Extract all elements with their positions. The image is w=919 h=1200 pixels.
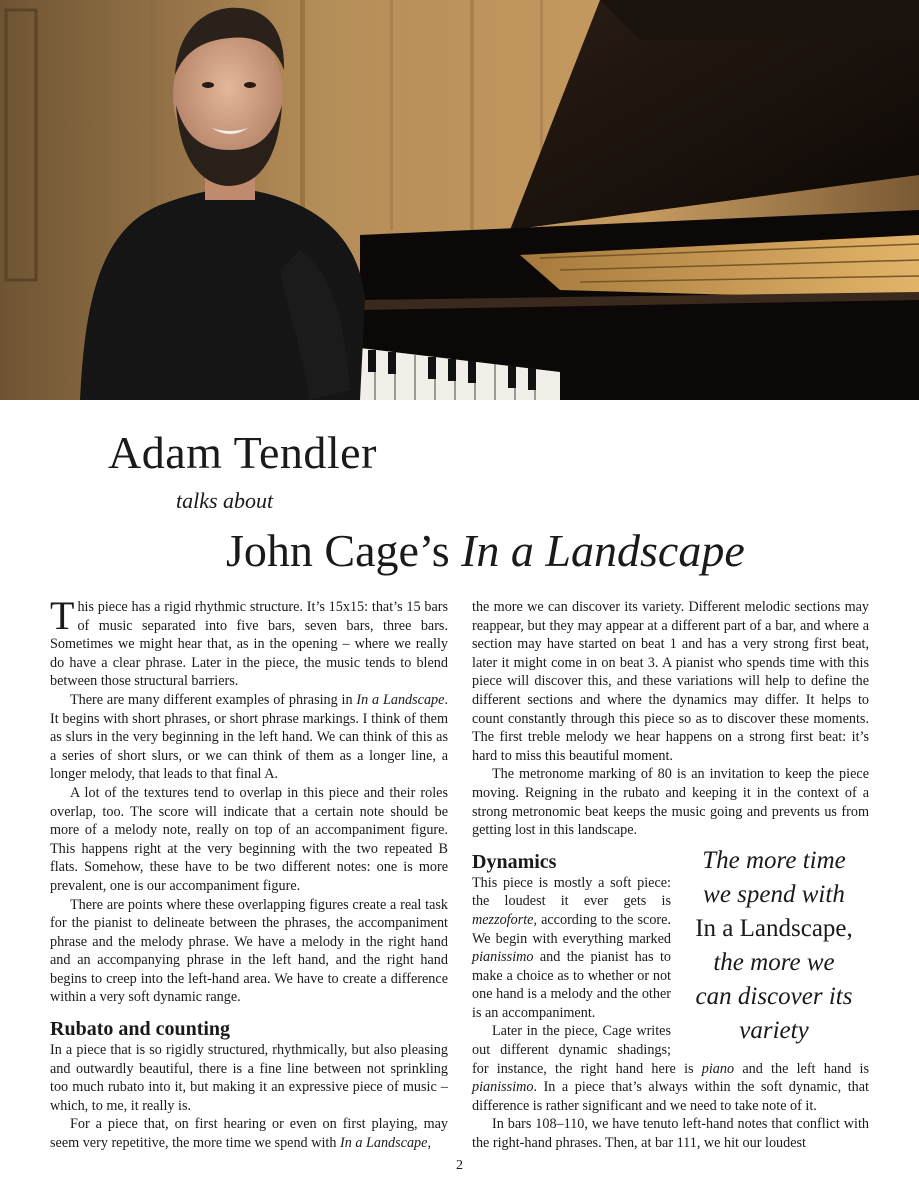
right-column xyxy=(472,598,869,1153)
paragraph: For a piece that, on first hearing or even on first playing, may seem very repetitive, the more time we spend with In a Landscape, xyxy=(50,1116,448,1152)
paragraph: The metronome marking of 80 is an invitation to keep the piece moving. Reigning in the rubato and keeping it in the context of a strong metronomic beat keeps the music going and prevents us from getting lost in this landscape. xyxy=(472,766,869,839)
pianist-photo xyxy=(0,0,919,400)
author-name: Adam Tendler xyxy=(108,427,377,478)
paragraph: Later in the piece, Cage writes out different dynamic shadings; for instance, the right hand here is piano and the left hand is pianissimo. In a piece that’s always within the soft dynamic, that difference is rather significant and we need to take note of it. xyxy=(472,1023,870,1114)
paragraph: A lot of the textures tend to overlap in this piece and their roles overlap, too. The score will indicate that a certain note should be more of a melody note, really on top of an accompaniment figure. This happens right at the very beginning with the two repeated B flats. Somehow, these have to be two different notes: one is more prevalent, one is our accompaniment figure. xyxy=(50,784,448,894)
subtitle-talks-about: talks about xyxy=(176,488,274,513)
paragraph: This piece has a rigid rhythmic structure. It’s 15x15: that’s 15 bars of music separated into five bars, seven bars, three bars. Sometimes we might hear that, as in the opening – where we really do have a clear phrase. Later in the piece, the music tends to blend between those structural barriers. xyxy=(50,593,448,690)
paragraph: the more we can discover its variety. Different melodic sections may reappear, but they may appear at a different part of a bar, and where a section may have started on beat 1 and has a very strong first beat, later it might come in on beat 3. A pianist who spends time with this piece will discover this, and these variations will help to define the different sections and where the dynamics may differ. It helps to count constantly through this piece so as to discover these moments. The first treble melody we hear happens on a strong first beat: it’s hard to miss this beautiful moment. xyxy=(472,599,869,764)
article-title xyxy=(226,524,745,577)
hero-photo xyxy=(0,0,919,400)
paragraph: In bars 108–110, we have tenuto left-hand notes that conflict with the right-hand phrases. Then, at bar 111, we hit our loudest xyxy=(472,1116,869,1152)
paragraph: This piece is mostly a soft piece: the loudest it ever gets is mezzoforte, according to the score. We begin with everything marked pianissimo and the pianist has to make a choice as to whether or not one hand is a melody and the other is an accompaniment. xyxy=(472,874,671,1021)
page-number: 2 xyxy=(456,1158,463,1173)
left-column xyxy=(50,593,448,1153)
paragraph: There are points where these overlapping figures create a real task for the pianist to delineate between the phrases, the accompaniment phrase and the melody phrase. We have a melody in the right hand and an accompanying phrase in the left hand, and the right hand begins to creep into the left-hand area. We have to create a difference within a very soft dynamic range. xyxy=(50,896,448,1006)
pull-quote: The more time we spend with In a Landscape, the more we can discover its variety xyxy=(695,846,853,1044)
section-heading-rubato: Rubato and counting xyxy=(50,1018,231,1041)
paragraph: In a piece that is so rigidly structured, rhythmically, but also pleasing and outwardly beautiful, there is a fine line between not sprinkling too much rubato into it, but making it an expressive piece of music – which, to me, it really is. xyxy=(50,1042,448,1114)
title-plain: John Cage’s xyxy=(226,525,462,576)
section-heading-dynamics: Dynamics xyxy=(472,850,557,873)
drop-cap: T xyxy=(50,593,75,638)
paragraph: There are many different examples of phrasing in In a Landscape. It begins with short phrases, or short phrase markings. I think of them as slurs in the very beginning in the left hand. We can think of this as a series of short slurs, or we can think of them as a longer line, a longer melody, that leads to that final A. xyxy=(50,691,448,783)
title-italic: In a Landscape xyxy=(461,525,745,576)
